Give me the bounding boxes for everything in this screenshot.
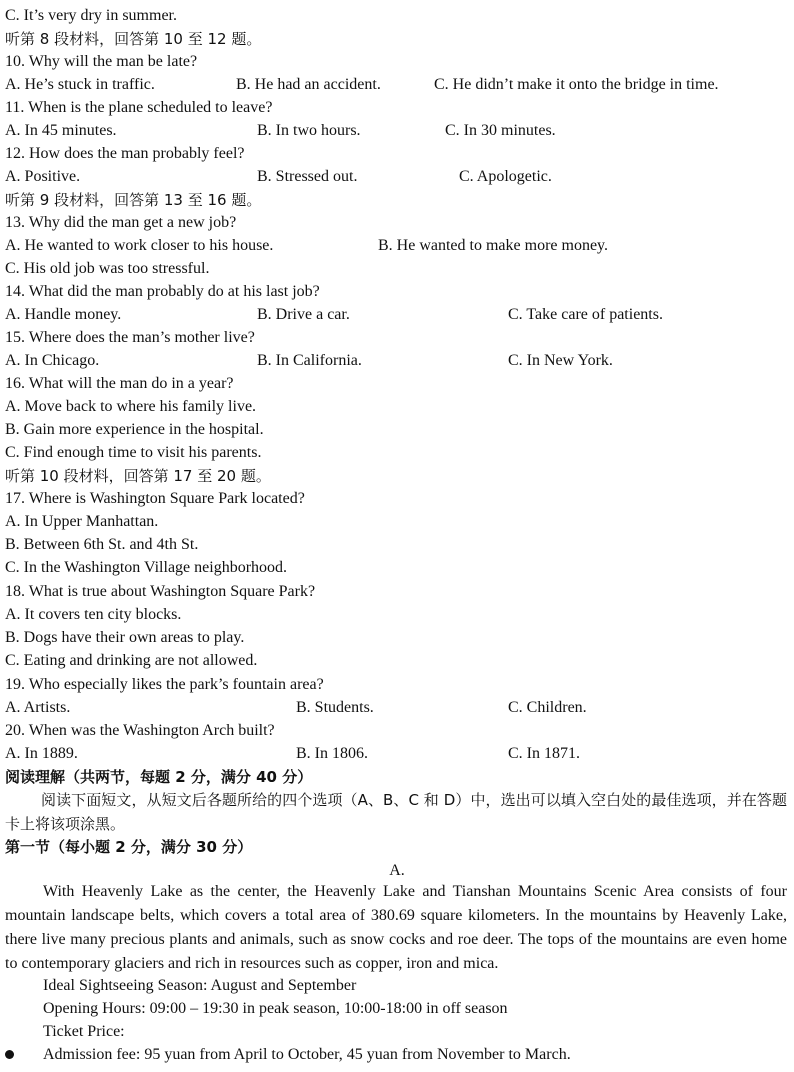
- option-a: A. Artists.: [5, 699, 71, 716]
- question-20: 20. When was the Washington Arch built?: [5, 722, 275, 739]
- answer-option: C. It’s very dry in summer.: [5, 7, 177, 24]
- option-b: B. Students.: [296, 699, 374, 716]
- reading-instruction: 阅读下面短文，从短文后各题所给的四个选项（A、B、C 和 D）中，选出可以填入空白处的最佳选项，并在答题卡上将该项涂黑。: [5, 791, 787, 833]
- reading-section-title: 阅读理解（共两节，每题 2 分，满分 40 分）: [5, 768, 313, 786]
- option-c: C. Take care of patients.: [508, 306, 663, 323]
- option-c: C. He didn’t make it onto the bridge in time.: [434, 76, 719, 93]
- section-instruction: 听第 8 段材料，回答第 10 至 12 题。: [5, 30, 262, 48]
- section-instruction: 听第 9 段材料，回答第 13 至 16 题。: [5, 191, 262, 209]
- question-11: 11. When is the plane scheduled to leave?: [5, 99, 273, 116]
- option-a: A. Move back to where his family live.: [5, 398, 257, 415]
- option-b: B. Drive a car.: [257, 306, 350, 323]
- option-b: B. In 1806.: [296, 745, 368, 762]
- section-instruction: 听第 10 段材料，回答第 17 至 20 题。: [5, 467, 271, 485]
- option-c: C. In the Washington Village neighborhood.: [5, 559, 288, 576]
- admission-fee: Admission fee: 95 yuan from April to October, 45 yuan from November to March.: [43, 1046, 571, 1063]
- option-c: C. Children.: [508, 699, 587, 716]
- opening-hours: Opening Hours: 09:00 – 19:30 in peak season, 10:00-18:00 in off season: [43, 1000, 508, 1017]
- option-b: B. Gain more experience in the hospital.: [5, 421, 264, 438]
- option-a: A. In Upper Manhattan.: [5, 513, 159, 530]
- option-c: C. Eating and drinking are not allowed.: [5, 652, 258, 669]
- option-a: A. It covers ten city blocks.: [5, 606, 182, 623]
- option-b: B. Stressed out.: [257, 168, 358, 185]
- option-a: A. In 45 minutes.: [5, 122, 117, 139]
- option-a: A. Handle money.: [5, 306, 122, 323]
- option-a: A. Positive.: [5, 168, 81, 185]
- option-b: B. Dogs have their own areas to play.: [5, 629, 245, 646]
- question-17: 17. Where is Washington Square Park located?: [5, 490, 305, 507]
- option-c: C. His old job was too stressful.: [5, 260, 210, 277]
- bullet-icon: [5, 1050, 14, 1059]
- option-b: B. Between 6th St. and 4th St.: [5, 536, 199, 553]
- option-c: C. In 30 minutes.: [445, 122, 556, 139]
- option-c: C. In 1871.: [508, 745, 580, 762]
- option-c: C. Find enough time to visit his parents.: [5, 444, 262, 461]
- question-12: 12. How does the man probably feel?: [5, 145, 245, 162]
- passage-label: A.: [389, 862, 405, 879]
- passage-paragraph: With Heavenly Lake as the center, the Heavenly Lake and Tianshan Mountains Scenic Area consists of four mountain landscape belts, which covers a total area of 380.69 square kilometers. In the mountains by Heavenly Lake, there live many precious plants and animals, such as snow cocks and roe deer. The tops of the mountains are even home to contemporary glaciers and rich in resources such as copper, iron and mica.: [5, 883, 787, 972]
- option-c: C. Apologetic.: [459, 168, 552, 185]
- option-b: B. He had an accident.: [236, 76, 381, 93]
- sightseeing-season: Ideal Sightseeing Season: August and September: [43, 977, 357, 994]
- option-a: A. In 1889.: [5, 745, 78, 762]
- question-13: 13. Why did the man get a new job?: [5, 214, 237, 231]
- question-10: 10. Why will the man be late?: [5, 53, 198, 70]
- option-c: C. In New York.: [508, 352, 613, 369]
- question-18: 18. What is true about Washington Square Park?: [5, 583, 316, 600]
- option-a: A. He wanted to work closer to his house.: [5, 237, 274, 254]
- option-b: B. He wanted to make more money.: [378, 237, 609, 254]
- question-16: 16. What will the man do in a year?: [5, 375, 234, 392]
- question-15: 15. Where does the man’s mother live?: [5, 329, 255, 346]
- option-a: A. In Chicago.: [5, 352, 100, 369]
- option-b: B. In California.: [257, 352, 362, 369]
- section-heading: 第一节（每小题 2 分，满分 30 分）: [5, 838, 253, 856]
- option-a: A. He’s stuck in traffic.: [5, 76, 155, 93]
- option-b: B. In two hours.: [257, 122, 361, 139]
- question-19: 19. Who especially likes the park’s fountain area?: [5, 676, 324, 693]
- question-14: 14. What did the man probably do at his last job?: [5, 283, 320, 300]
- ticket-price-label: Ticket Price:: [43, 1023, 125, 1040]
